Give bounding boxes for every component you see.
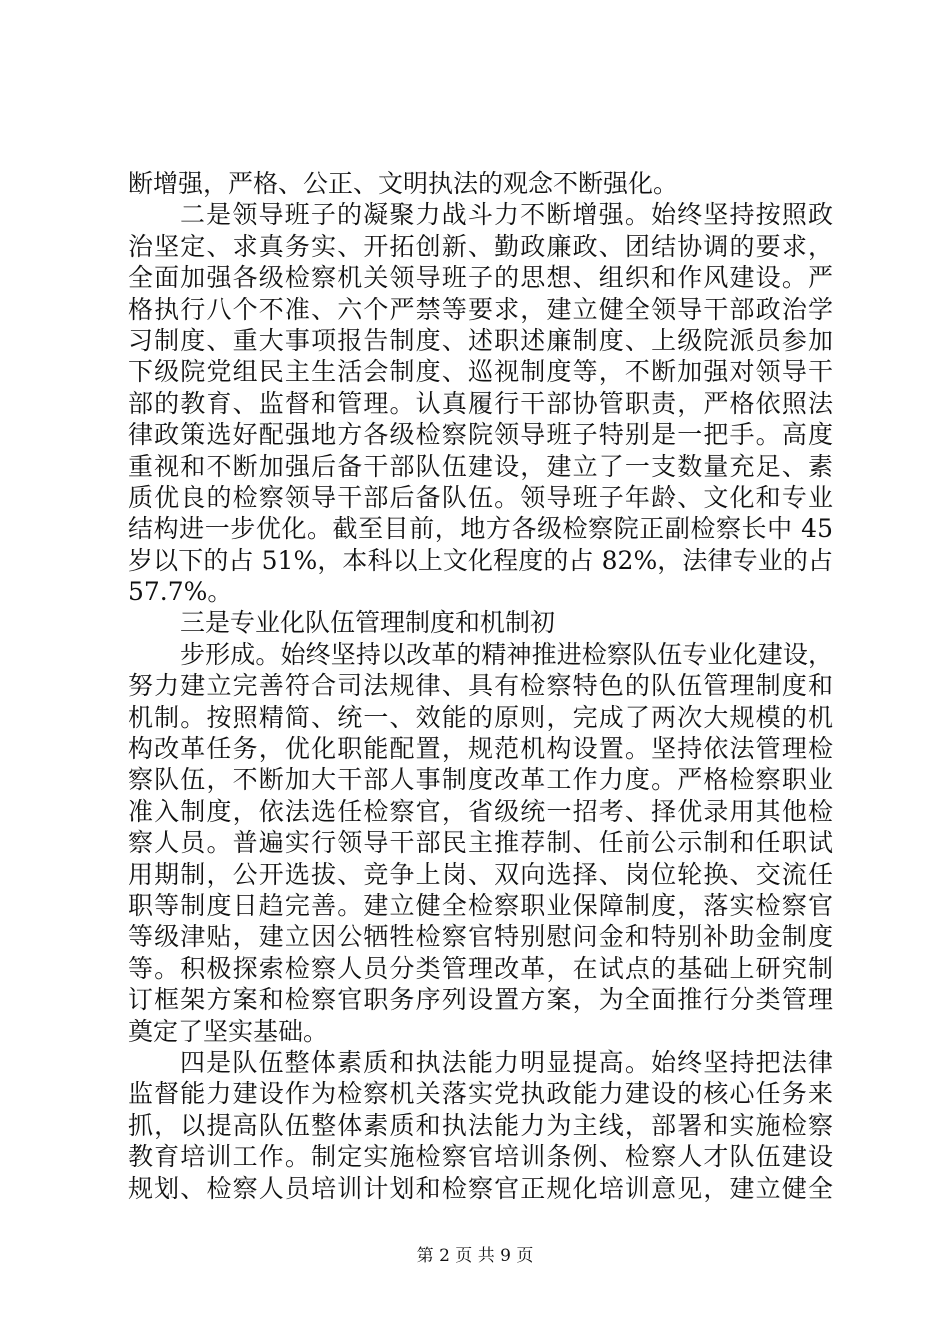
text-line: 教育培训工作。制定实施检察官培训条例、检察人才队伍建设 [128, 1142, 833, 1172]
text-line: 格执行八个不准、六个严禁等要求，建立健全领导干部政治学 [128, 294, 833, 324]
text-line: 构改革任务，优化职能配置，规范机构设置。坚持依法管理检 [128, 734, 833, 764]
text-line: 57.7%。 [128, 577, 233, 607]
text-line: 四是队伍整体素质和执法能力明显提高。始终坚持把法律 [180, 1047, 833, 1077]
text-line: 规划、检察人员培训计划和检察官正规化培训意见，建立健全 [128, 1173, 833, 1203]
text-line: 等级津贴，建立因公牺牲检察官特别慰问金和特别补助金制度 [128, 922, 833, 952]
text-line: 监督能力建设作为检察机关落实党执政能力建设的核心任务来 [128, 1079, 833, 1109]
text-line: 察人员。普遍实行领导干部民主推荐制、任前公示制和任职试 [128, 828, 833, 858]
text-line: 律政策选好配强地方各级检察院领导班子特别是一把手。高度 [128, 420, 833, 450]
body-text [128, 168, 833, 1204]
text-line: 准入制度，依法选任检察官，省级统一招考、择优录用其他检 [128, 796, 833, 826]
text-line: 等。积极探索检察人员分类管理改革，在试点的基础上研究制 [128, 953, 833, 983]
text-line: 质优良的检察领导干部后备队伍。领导班子年龄、文化和专业 [128, 482, 833, 512]
text-line: 用期制，公开选拔、竞争上岗、双向选择、岗位轮换、交流任 [128, 859, 833, 889]
text-line: 步形成。始终坚持以改革的精神推进检察队伍专业化建设， [180, 639, 833, 669]
text-line: 二是领导班子的凝聚力战斗力不断增强。始终坚持按照政 [180, 200, 833, 230]
text-line: 努力建立完善符合司法规律、具有检察特色的队伍管理制度和 [128, 671, 833, 701]
text-line: 机制。按照精简、统一、效能的原则，完成了两次大规模的机 [128, 702, 833, 732]
text-line: 结构进一步优化。截至目前，地方各级检察院正副检察长中 45 [128, 514, 833, 544]
text-line: 部的教育、监督和管理。认真履行干部协管职责，严格依照法 [128, 388, 833, 418]
text-line: 重视和不断加强后备干部队伍建设，建立了一支数量充足、素 [128, 451, 833, 481]
text-line: 奠定了坚实基础。 [128, 1016, 329, 1046]
text-line: 职等制度日趋完善。建立健全检察职业保障制度，落实检察官 [128, 890, 833, 920]
text-line: 治坚定、求真务实、开拓创新、勤政廉政、团结协调的要求， [128, 231, 833, 261]
text-line: 断增强，严格、公正、文明执法的观念不断强化。 [128, 169, 679, 198]
text-line: 全面加强各级检察机关领导班子的思想、组织和作风建设。严 [128, 263, 833, 293]
text-line: 岁以下的占 51%，本科以上文化程度的占 82%，法律专业的占 [128, 545, 833, 575]
text-line: 抓，以提高队伍整体素质和执法能力为主线，部署和实施检察 [128, 1110, 833, 1140]
text-line: 下级院党组民主生活会制度、巡视制度等，不断加强对领导干 [128, 357, 833, 387]
text-line: 订框架方案和检察官职务序列设置方案，为全面推行分类管理 [128, 985, 833, 1015]
page-footer: 第 2 页 共 9 页 [416, 1246, 534, 1266]
text-line: 习制度、重大事项报告制度、述职述廉制度、上级院派员参加 [128, 325, 833, 355]
text-line: 三是专业化队伍管理制度和机制初 [180, 608, 556, 638]
text-line: 察队伍，不断加大干部人事制度改革工作力度。严格检察职业 [128, 765, 833, 795]
